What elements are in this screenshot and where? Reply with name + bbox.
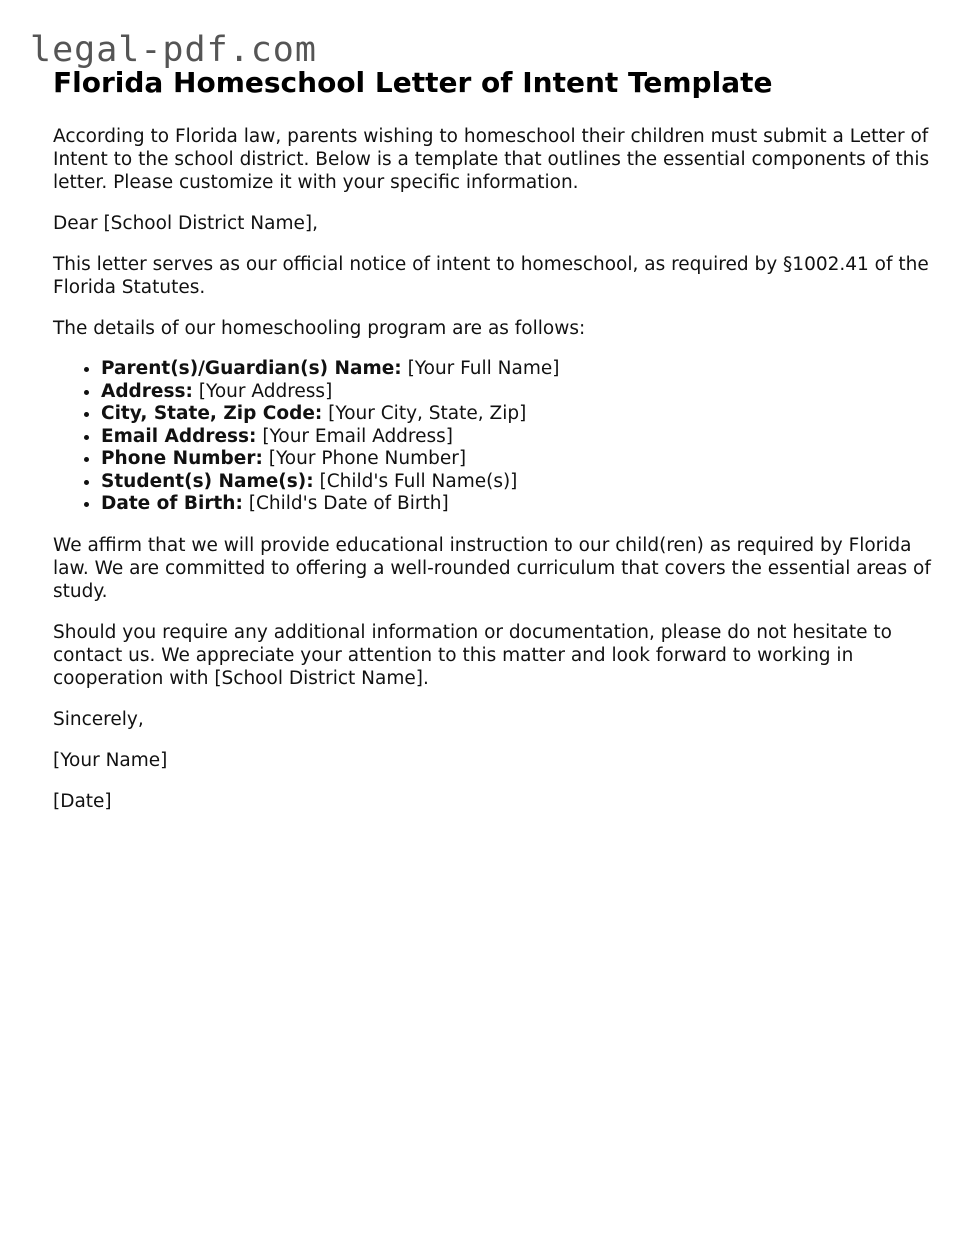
detail-value: [Child's Date of Birth] bbox=[248, 493, 449, 514]
details-intro: The details of our homeschooling program are as follows: bbox=[53, 318, 586, 339]
detail-value: [Your Full Name] bbox=[407, 358, 560, 379]
list-item bbox=[101, 381, 933, 404]
watermark-logo: legal-pdf.com bbox=[30, 30, 317, 70]
detail-value: [Your City, State, Zip] bbox=[328, 403, 527, 424]
details-list bbox=[53, 358, 933, 516]
list-item bbox=[101, 493, 933, 516]
detail-value: [Your Phone Number] bbox=[268, 448, 467, 469]
page-title: Florida Homeschool Letter of Intent Template bbox=[53, 66, 773, 99]
detail-label: Email Address: bbox=[101, 425, 257, 447]
affirmation-paragraph: We affirm that we will provide educational instruction to our child(ren) as required by Florida law. We are committed to offering a well-rounded curriculum that covers the essential areas of study. bbox=[53, 534, 931, 602]
detail-value: [Your Email Address] bbox=[262, 425, 454, 447]
signoff: Sincerely, bbox=[53, 708, 144, 730]
detail-label: Student(s) Name(s): bbox=[101, 470, 314, 492]
detail-label: Parent(s)/Guardian(s) Name: bbox=[101, 358, 402, 379]
intro-paragraph: According to Florida law, parents wishing to homeschool their children must submit a Letter of Intent to the school district. Below is a template that outlines the essential components of this letter. Please customize it with your specific information. bbox=[53, 126, 930, 193]
list-item bbox=[101, 471, 933, 494]
list-item bbox=[101, 358, 933, 381]
detail-label: Phone Number: bbox=[101, 448, 263, 469]
list-item bbox=[101, 426, 933, 449]
list-item bbox=[101, 448, 933, 471]
detail-label: Date of Birth: bbox=[101, 493, 243, 514]
notice-paragraph: This letter serves as our official notice of intent to homeschool, as required by §1002.41 of the Florida Statutes. bbox=[53, 254, 929, 298]
list-item bbox=[101, 403, 933, 426]
detail-label: Address: bbox=[101, 380, 193, 402]
salutation: Dear [School District Name], bbox=[53, 213, 318, 234]
closing-paragraph: Should you require any additional information or documentation, please do not hesitate to contact us. We appreciate your attention to this matter and look forward to working in cooperation with [School District Name]. bbox=[53, 621, 892, 689]
detail-value: [Your Address] bbox=[198, 380, 333, 402]
letter-document bbox=[53, 64, 933, 831]
detail-value: [Child's Full Name(s)] bbox=[319, 470, 518, 492]
detail-label: City, State, Zip Code: bbox=[101, 403, 323, 424]
date-placeholder: [Date] bbox=[53, 790, 112, 812]
name-placeholder: [Your Name] bbox=[53, 749, 168, 771]
